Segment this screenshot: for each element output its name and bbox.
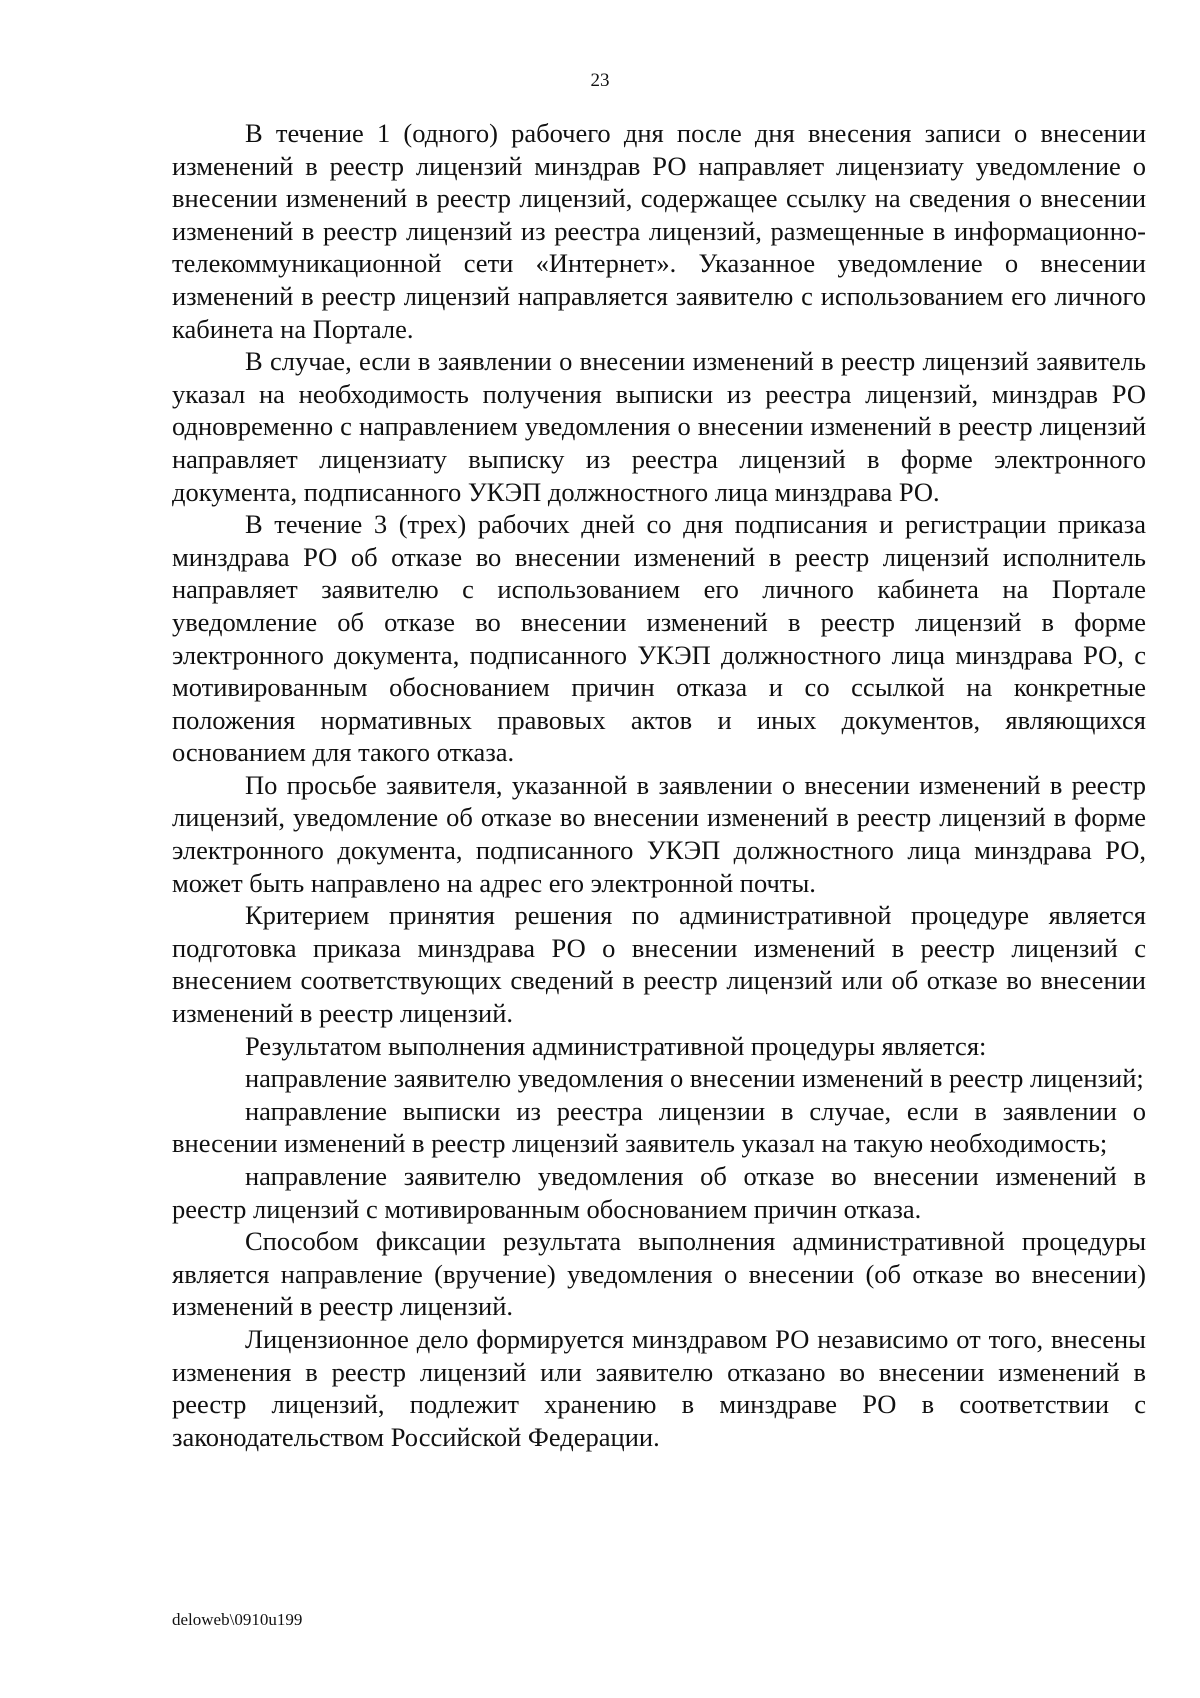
paragraph-result-intro: Результатом выполнения административной процедуры является: [245,1030,987,1061]
page-number: 23 [590,70,610,91]
paragraph-email-delivery: По просьбе заявителя, указанной в заявлении о внесении изменений в реестр лицензий, уведомление об отказе во внесении изменений в реестр лицензий в форме электронного документа, подписанного УКЭП должностного лица минздрава РО, может быть направлено на адрес его электронной почты. [172,769,1146,898]
paragraph-result-item-notification: направление заявителю уведомления о внесении изменений в реестр лицензий; [245,1063,1144,1094]
paragraph-license-file: Лицензионное дело формируется минздравом РО независимо от того, внесены изменения в реестр лицензий или заявителю отказано во внесении изменений в реестр лицензий, подлежит хранению в минздраве РО в соответствии с законодательством Российской Федерации. [172,1323,1146,1452]
paragraph-decision-criterion: Критерием принятия решения по административной процедуре является подготовка приказа минздрава РО о внесении изменений в реестр лицензий с внесением соответствующих сведений в реестр лицензий или об отказе во внесении изменений в реестр лицензий. [172,900,1146,1029]
document-body [172,117,1146,1453]
paragraph-notification-of-changes: В течение 1 (одного) рабочего дня после дня внесения записи о внесении изменений в реестр лицензий минздрав РО направляет лицензиату уведомление о внесении изменений в реестр лицензий, содержащее ссылку на сведения о внесении изменений в реестр лицензий из реестра лицензий, размещенные в информационно-телекоммуникационной сети «Интернет». Указанное уведомление о внесении изменений в реестр лицензий направляется заявителю с использованием его личного кабинета на Портале. [172,118,1146,344]
paragraph-refusal-notice: В течение 3 (трех) рабочих дней со дня подписания и регистрации приказа минздрава РО об отказе во внесении изменений в реестр лицензий исполнитель направляет заявителю с использованием его личного кабинета на Портале уведомление об отказе во внесении изменений в реестр лицензий в форме электронного документа, подписанного УКЭП должностного лица минздрава РО, с мотивированным обоснованием причин отказа и со ссылкой на конкретные положения нормативных правовых актов и иных документов, являющихся основанием для такого отказа. [172,509,1146,768]
paragraph-result-item-extract: направление выписки из реестра лицензии в случае, если в заявлении о внесении изменений в реестр лицензий заявитель указал на такую необходимость; [172,1095,1146,1159]
footer-document-code: deloweb\0910u199 [172,1610,303,1629]
paragraph-registry-extract: В случае, если в заявлении о внесении изменений в реестр лицензий заявитель указал на необходимость получения выписки из реестра лицензий, минздрав РО одновременно с направлением уведомления о внесении изменений в реестр лицензий направляет лицензиату выписку из реестра лицензий в форме электронного документа, подписанного УКЭП должностного лица минздрава РО. [172,346,1146,507]
paragraph-result-item-refusal: направление заявителю уведомления об отказе во внесении изменений в реестр лицензий с мотивированным обоснованием причин отказа. [172,1161,1146,1224]
paragraph-result-fixation: Способом фиксации результата выполнения административной процедуры является направление (вручение) уведомления о внесении (об отказе во внесении) изменений в реестр лицензий. [172,1226,1146,1322]
